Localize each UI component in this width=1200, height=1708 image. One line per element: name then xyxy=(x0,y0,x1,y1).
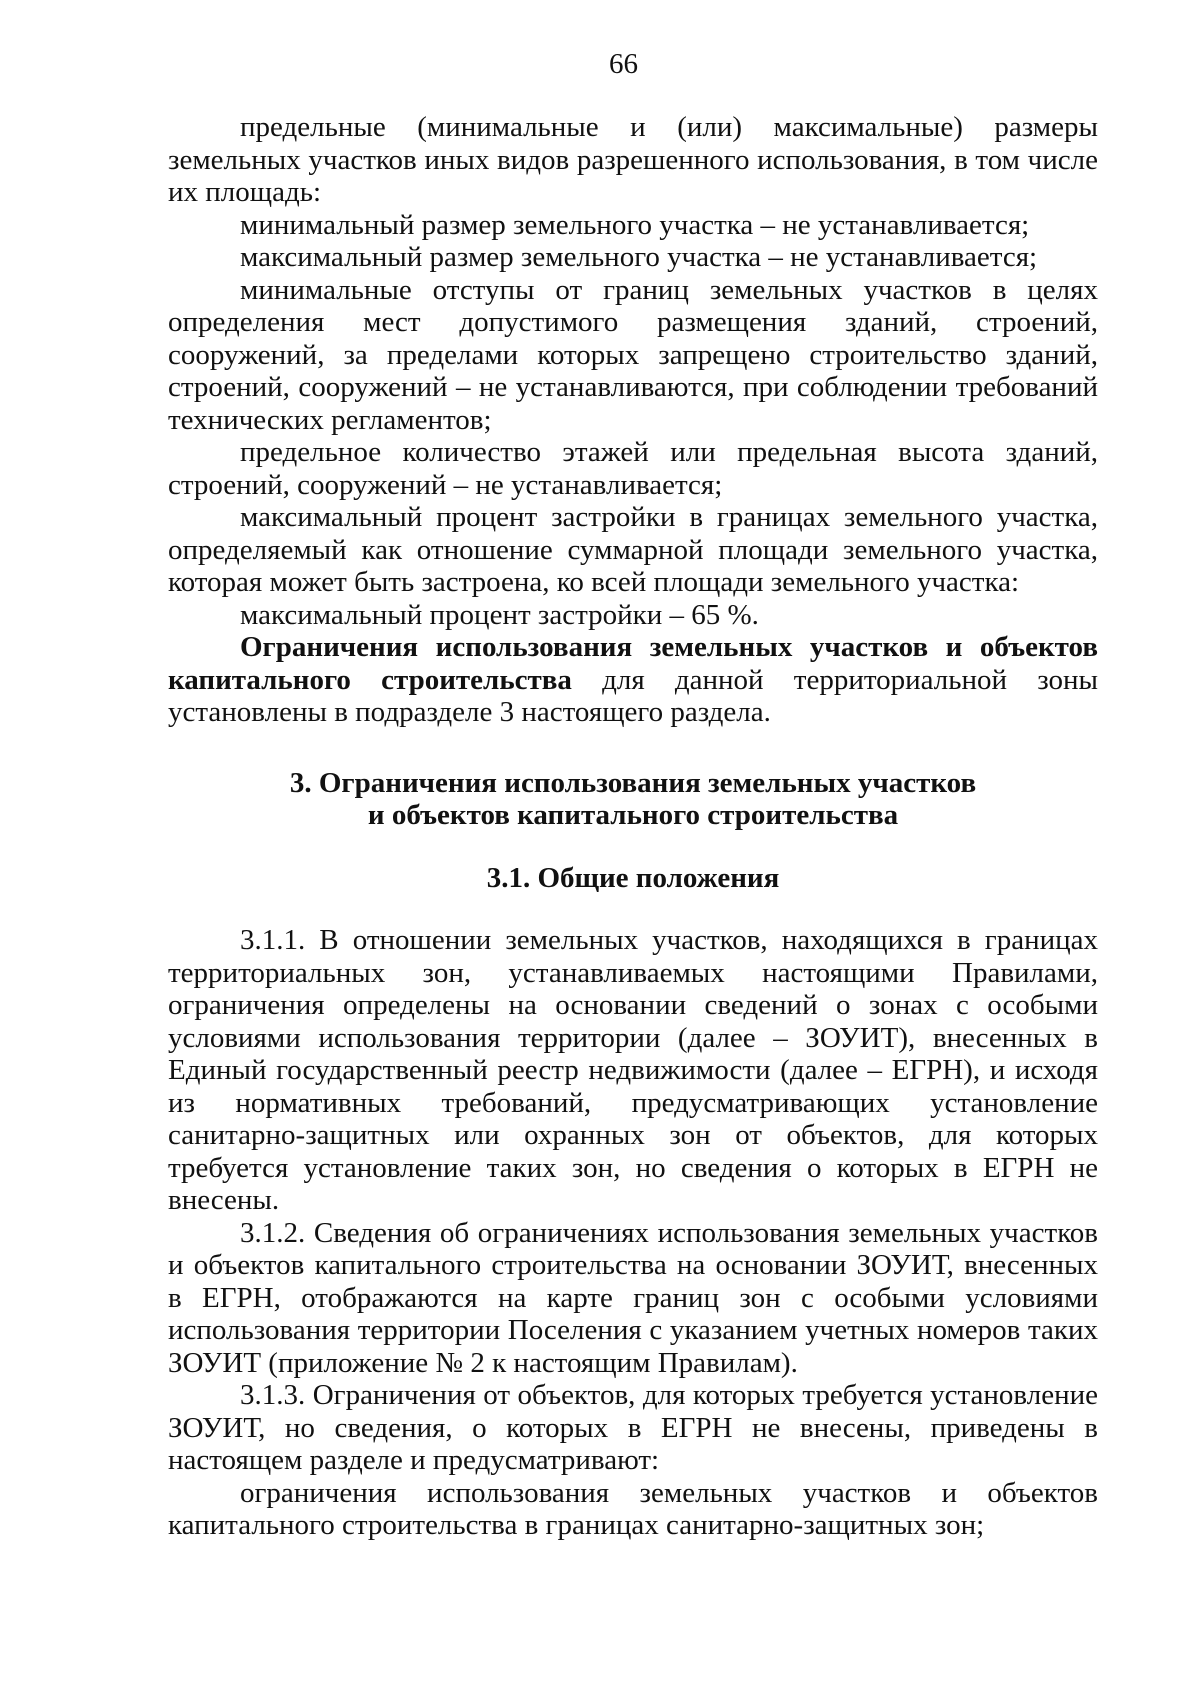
subsection-heading: 3.1. Общие положения xyxy=(486,861,780,894)
paragraph-size-limits: предельные (минимальные и (или) максимальные) размеры земельных участков иных видов разрешенного использования, в том числе их площадь: xyxy=(168,111,1098,208)
section-heading-line2: и объектов капитального строительства xyxy=(367,799,899,831)
paragraph-restriction-note xyxy=(168,631,1098,729)
section-heading-line1: 3. Ограничения использования земельных участков xyxy=(289,766,977,799)
paragraph-3-1-3: 3.1.3. Ограничения от объектов, для которых требуется установление ЗОУИТ, но сведения, о которых в ЕГРН не внесены, приведены в настоящем разделе и предусматривают: xyxy=(168,1379,1098,1476)
restriction-note-bold: Ограничения использования земельных участков и объектов капитального строительства xyxy=(168,631,1098,696)
spacer xyxy=(168,894,1098,924)
paragraph-coverage-value: максимальный процент застройки – 65 %. xyxy=(240,598,759,631)
paragraph-floors: предельное количество этажей или предельная высота зданий, строений, сооружений – не устанавливается; xyxy=(168,436,1098,501)
spacer xyxy=(168,729,1098,767)
paragraph-sanitary-zones: ограничения использования земельных участков и объектов капитального строительства в границах санитарно-защитных зон; xyxy=(168,1476,1098,1541)
paragraph-setbacks: минимальные отступы от границ земельных участков в целях определения мест допустимого размещения зданий, строений, сооружений, за пределами которых запрещено строительство зданий, строений, сооружений – не устанавливаются, при соблюдении требований технических регламентов; xyxy=(168,273,1098,436)
restriction-note-regular: для данной территориальной зоны установлены в подразделе 3 настоящего раздела. xyxy=(168,663,1099,728)
paragraph-max-size: максимальный размер земельного участка – не устанавливается; xyxy=(240,241,1038,273)
paragraph-3-1-1: 3.1.1. В отношении земельных участков, находящихся в границах территориальных зон, устанавливаемых настоящими Правилами, ограничения определены на основании сведений о зонах с особыми условиями использования территории (далее – ЗОУИТ), внесенных в Единый государственный реестр недвижимости (далее – ЕГРН), и исходя из нормативных требований, предусматривающих установление санитарно-защитных или охранных зон от объектов, для которых требуется установление таких зон, но сведения о которых в ЕГРН не внесены. xyxy=(168,924,1098,1216)
spacer xyxy=(168,832,1098,862)
paragraph-coverage-definition: максимальный процент застройки в границах земельного участка, определяемый как отношение суммарной площади земельного участка, которая может быть застроена, ко всей площади земельного участка: xyxy=(168,501,1098,598)
paragraph-3-1-2: 3.1.2. Сведения об ограничениях использования земельных участков и объектов капитального строительства на основании ЗОУИТ, внесенных в ЕГРН, отображаются на карте границ зон с особыми условиями использования территории Поселения с указанием учетных номеров таких ЗОУИТ (приложение № 2 к настоящим Правилам). xyxy=(168,1216,1098,1379)
document-body xyxy=(168,111,1098,1542)
section-heading xyxy=(168,767,1098,832)
page-number: 66 xyxy=(609,48,638,80)
paragraph-min-size: минимальный размер земельного участка – не устанавливается; xyxy=(240,208,1030,241)
